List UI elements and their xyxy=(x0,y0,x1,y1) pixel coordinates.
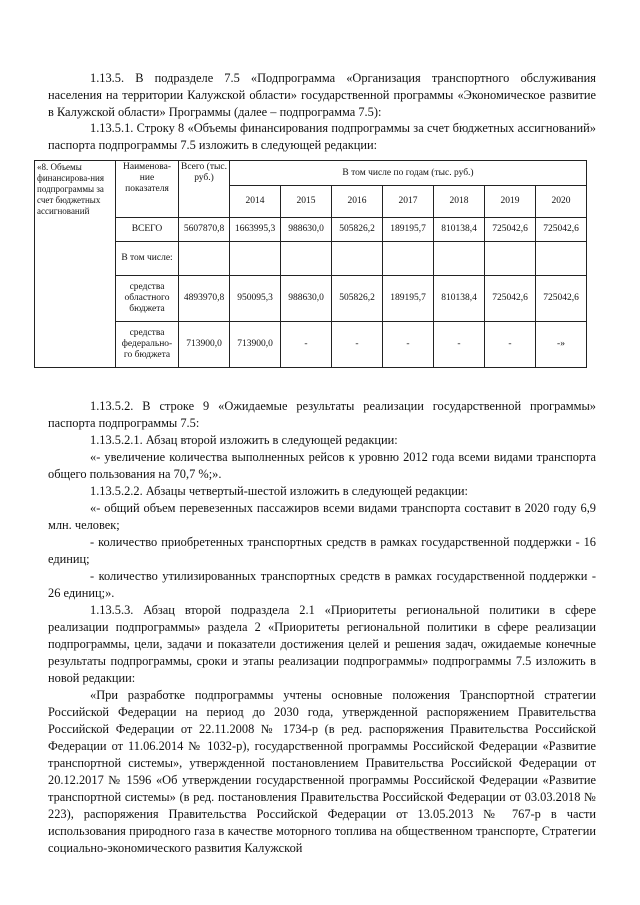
row-value: 988630,0 xyxy=(281,218,332,242)
row-value: 988630,0 xyxy=(281,276,332,322)
row-value xyxy=(434,242,485,276)
row-value xyxy=(230,242,281,276)
row-value: 505826,2 xyxy=(332,276,383,322)
table-row xyxy=(35,242,587,276)
year-header: 2014 xyxy=(230,186,281,218)
row-value: 725042,6 xyxy=(536,218,587,242)
row-value: - xyxy=(383,322,434,368)
row-value xyxy=(332,242,383,276)
row-value: - xyxy=(485,322,536,368)
table-row-label: «8. Объемы финансирова-ния подпрограммы за счет бюджетных ассигнований xyxy=(35,161,116,368)
year-header: 2015 xyxy=(281,186,332,218)
row-value xyxy=(383,242,434,276)
quote-4: - количество утилизированных транспортных средств в рамках государственной поддержки - 26 единиц;». xyxy=(48,569,596,600)
row-value: 189195,7 xyxy=(383,218,434,242)
section-1-13-5: 1.13.5. В подразделе 7.5 «Подпрограмма «Организация транспортного обслуживания населения на территории Калужской области» государственной программы «Экономическое развитие в Калужской области» Программы (далее – подпрограмма 7.5): xyxy=(48,71,596,119)
row-value: 505826,2 xyxy=(332,218,383,242)
row-name: средства областного бюджета xyxy=(116,276,179,322)
section-1-13-5-2: 1.13.5.2. В строке 9 «Ожидаемые результаты реализации государственной программы» паспорта подпрограммы 7.5: xyxy=(48,399,596,430)
row-name: ВСЕГО xyxy=(116,218,179,242)
row-total: 5607870,8 xyxy=(179,218,230,242)
row-total: 713900,0 xyxy=(179,322,230,368)
row-value: - xyxy=(434,322,485,368)
row-value: -» xyxy=(536,322,587,368)
row-name: средства федерально-го бюджета xyxy=(116,322,179,368)
row-value: - xyxy=(281,322,332,368)
row-value: 810138,4 xyxy=(434,218,485,242)
row-total: 4893970,8 xyxy=(179,276,230,322)
row-total xyxy=(179,242,230,276)
col-years-header: В том числе по годам (тыс. руб.) xyxy=(230,161,587,186)
row-value xyxy=(536,242,587,276)
table-row xyxy=(35,218,587,242)
row-value: 725042,6 xyxy=(536,276,587,322)
col-name-header: Наименова-ние показателя xyxy=(116,161,179,218)
section-1-13-5-2-1: 1.13.5.2.1. Абзац второй изложить в следующей редакции: xyxy=(90,433,398,447)
col-total-header: Всего (тыс. руб.) xyxy=(179,161,230,218)
year-header: 2018 xyxy=(434,186,485,218)
year-header: 2017 xyxy=(383,186,434,218)
row-value: 725042,6 xyxy=(485,218,536,242)
row-value xyxy=(485,242,536,276)
section-1-13-5-3: 1.13.5.3. Абзац второй подраздела 2.1 «Приоритеты региональной политики в сфере реализации подпрограммы» раздела 2 «Приоритеты региональной политики в сфере реализации подпрограммы, цели, задачи и показатели достижения целей и решения задач, ожидаемые конечные результаты подпрограммы, сроки и этапы реализации подпрограммы» подпрограммы 7.5 изложить в новой редакции: xyxy=(48,603,596,685)
row-value: 950095,3 xyxy=(230,276,281,322)
row-value: 713900,0 xyxy=(230,322,281,368)
quote-3: - количество приобретенных транспортных средств в рамках государственной поддержки - 16 единиц; xyxy=(48,535,596,566)
row-name: В том числе: xyxy=(116,242,179,276)
row-value: 810138,4 xyxy=(434,276,485,322)
quote-2: «- общий объем перевезенных пассажиров всеми видами транспорта составит в 2020 году 6,9 млн. человек; xyxy=(48,501,596,532)
row-value: 1663995,3 xyxy=(230,218,281,242)
section-1-13-5-1: 1.13.5.1. Строку 8 «Объемы финансирования подпрограммы за счет бюджетных ассигнований» паспорта подпрограммы 7.5 изложить в следующей редакции: xyxy=(48,121,596,152)
row-value: 189195,7 xyxy=(383,276,434,322)
row-value xyxy=(281,242,332,276)
row-value: 725042,6 xyxy=(485,276,536,322)
table-row xyxy=(35,276,587,322)
financing-table xyxy=(34,160,587,368)
table-row xyxy=(35,322,587,368)
section-1-13-5-2-2: 1.13.5.2.2. Абзацы четвертый-шестой изложить в следующей редакции: xyxy=(90,484,468,498)
row-value: - xyxy=(332,322,383,368)
year-header: 2019 xyxy=(485,186,536,218)
year-header: 2020 xyxy=(536,186,587,218)
quote-5: «При разработке подпрограммы учтены основные положения Транспортной стратегии Российской Федерации на период до 2030 года, утвержденной распоряжением Правительства Российской Федерации от 22.11.2008 № 1734-р (в ред. распоряжения Правительства Российской Федерации от 11.06.2014 № 1032-р), государственной программы Российской Федерации «Развитие транспортной системы», утвержденной постановлением Правительства Российской Федерации от 20.12.2017 № 1596 «Об утверждении государственной программы Российской Федерации «Развитие транспортной системы» (в ред. постановления Правительства Российской Федерации от 03.03.2018 № 223), распоряжения Правительства Российской Федерации от 13.05.2013 № 767-р в части использования природного газа в качестве моторного топлива на общественном транспорте, Стратегии социально-экономического развития Калужской xyxy=(48,688,596,855)
quote-1: «- увеличение количества выполненных рейсов к уровню 2012 года всеми видами транспорта общего пользования на 70,7 %;». xyxy=(48,450,596,481)
year-header: 2016 xyxy=(332,186,383,218)
